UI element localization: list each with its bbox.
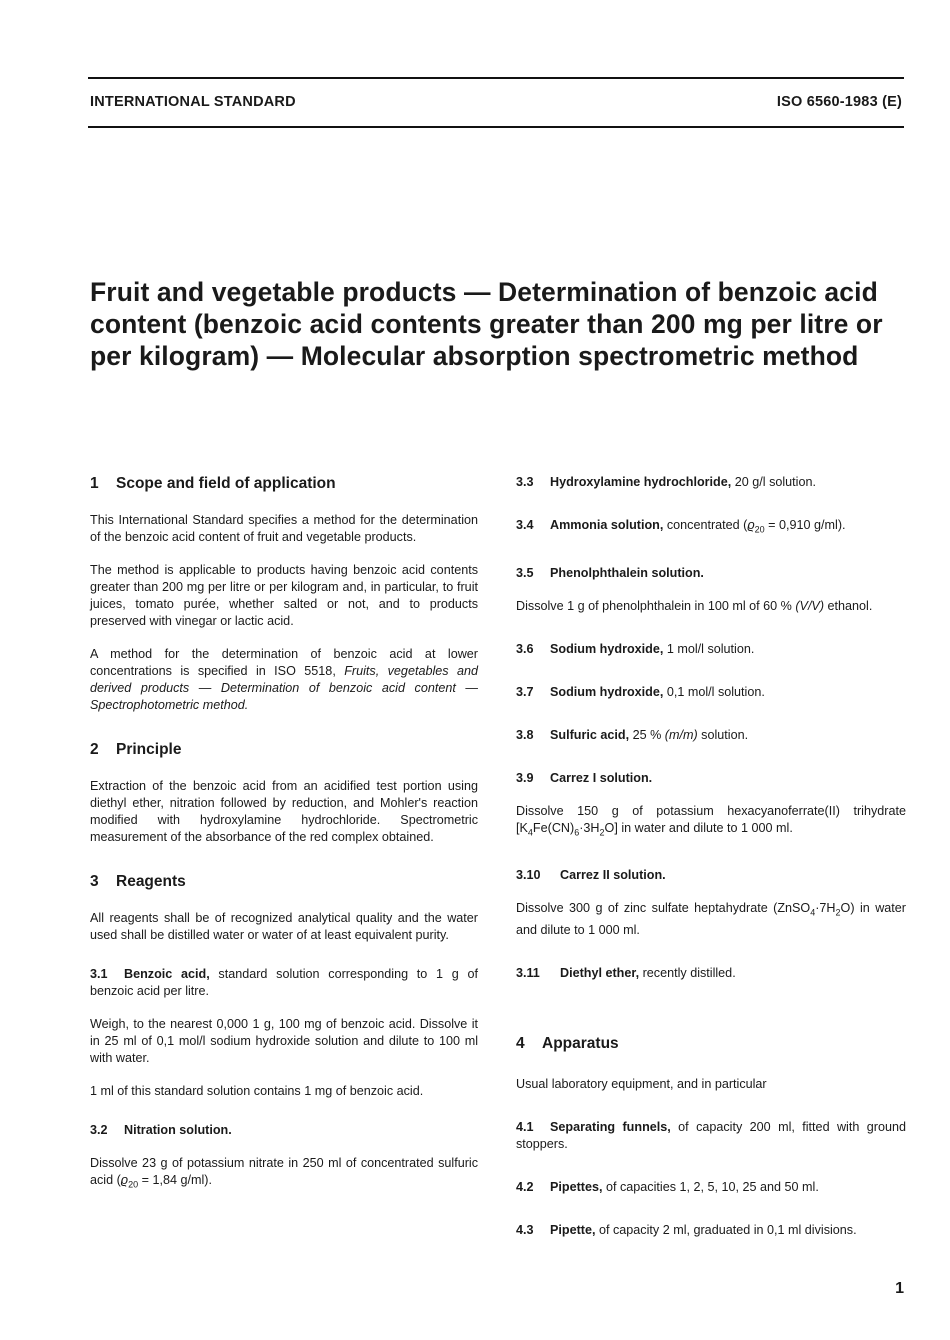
page-number: 1 — [895, 1280, 904, 1297]
header-bottom-rule — [88, 126, 904, 128]
section-3-paragraph-1: All reagents shall be of recognized analytical quality and the water used shall be distilled water or water of at least equivalent purity. — [90, 911, 478, 942]
item-3-6: 3.6 Sodium hydroxide, 1 mol/l solution. — [516, 641, 755, 656]
item-3-9: 3.9 Carrez I solution. — [516, 770, 653, 785]
item-3-5-paragraph-1: Dissolve 1 g of phenolphthalein in 100 ml of 60 % (V/V) ethanol. — [516, 598, 873, 613]
section-3-heading: 3 Reagents — [90, 873, 186, 890]
section-1-heading: 1 Scope and field of application — [90, 475, 336, 492]
left-column — [90, 474, 478, 1210]
section-2-paragraph-1: Extraction of the benzoic acid from an acidified test portion using diethyl ether, nitration followed by reduction, and Mohler's reaction modified with hydroxylamine hydrochloride. Spectrometric measurement of the absorbance of the red complex obtained. — [90, 779, 478, 844]
item-3-1-paragraph-2: 1 ml of this standard solution contains 1 mg of benzoic acid. — [90, 1084, 424, 1098]
item-3-4: 3.4 Ammonia solution, concentrated ($ϱ_{20} = 0,910$ g/ml). — [516, 518, 846, 535]
item-3-3: 3.3 Hydroxylamine hydrochloride, 20 g/l solution. — [516, 475, 816, 489]
item-3-7: 3.7 Sodium hydroxide, 0,1 mol/l solution. — [516, 684, 765, 699]
item-3-10-paragraph-1: Dissolve 300 g of zinc sulfate heptahydrate $(ZnSO_4\cdot 7H_2O)$ in water and dilute to 1 000 ml. — [516, 901, 906, 937]
section-4-heading: 4 Apparatus — [516, 1034, 619, 1052]
section-1-paragraph-1: This International Standard specifies a method for the determination of the benzoic acid content of fruit and vegetable products. — [90, 513, 478, 544]
header-left: INTERNATIONAL STANDARD — [90, 94, 296, 110]
header-right: ISO 6560-1983 (E) — [776, 94, 902, 110]
item-3-11: 3.11 Diethyl ether, recently distilled. — [516, 965, 736, 980]
section-2-heading: 2 Principle — [90, 741, 182, 758]
item-4-2: 4.2 Pipettes, of capacities 1, 2, 5, 10, 25 and 50 ml. — [516, 1179, 819, 1194]
section-1-paragraph-2: The method is applicable to products having benzoic acid contents greater than 200 mg per litre or per kilogram and, in particular, to fruit juices, tomato purée, whether salted or not, and to products preserved with vinegar or lactic acid. — [90, 563, 478, 628]
item-3-10: 3.10 Carrez II solution. — [516, 868, 666, 883]
item-4-3: 4.3 Pipette, of capacity 2 ml, graduated in 0,1 ml divisions. — [516, 1222, 857, 1237]
item-3-2-paragraph-1: Dissolve 23 g of potassium nitrate in 250 ml of concentrated sulfuric acid ($ϱ_{20} = 1,84$ g/ml). — [90, 1156, 478, 1190]
section-4-paragraph-1: Usual laboratory equipment, and in particular — [516, 1076, 767, 1091]
section-1-paragraph-3: A method for the determination of benzoic acid at lower concentrations is specified in ISO 5518, Fruits, vegetables and derived products — Determination of benzoic acid content — Spectrophotometric method. — [90, 647, 478, 712]
item-3-5: 3.5 Phenolphthalein solution. — [516, 565, 704, 580]
item-4-1: 4.1 Separating funnels, of capacity 200 ml, fitted with ground stoppers. — [516, 1119, 906, 1151]
item-3-8: 3.8 Sulfuric acid, 25 % (m/m) solution. — [516, 727, 749, 742]
document-title: Fruit and vegetable products — Determination of benzoic acid content (benzoic acid contents greater than 200 mg per litre or per kilogram) — Molecular absorption spectrometric method — [90, 277, 883, 371]
header-top-rule — [88, 77, 904, 79]
item-3-1-paragraph-1: Weigh, to the nearest 0,000 1 g, 100 mg of benzoic acid. Dissolve it in 25 ml of 0,1 mol/l sodium hydroxide solution and dilute to 100 ml with water. — [90, 1017, 478, 1065]
right-column — [516, 474, 906, 1255]
item-3-9-paragraph-1: Dissolve 150 g of potassium hexacyanoferrate(II) trihydrate $[K_4Fe(CN)_6\cdot 3H_2O]$ in water and dilute to 1 000 ml. — [516, 803, 906, 838]
item-3-1: 3.1 Benzoic acid, standard solution corresponding to 1 g of benzoic acid per litre. — [90, 967, 478, 998]
item-3-2: 3.2 Nitration solution. — [90, 1123, 232, 1137]
